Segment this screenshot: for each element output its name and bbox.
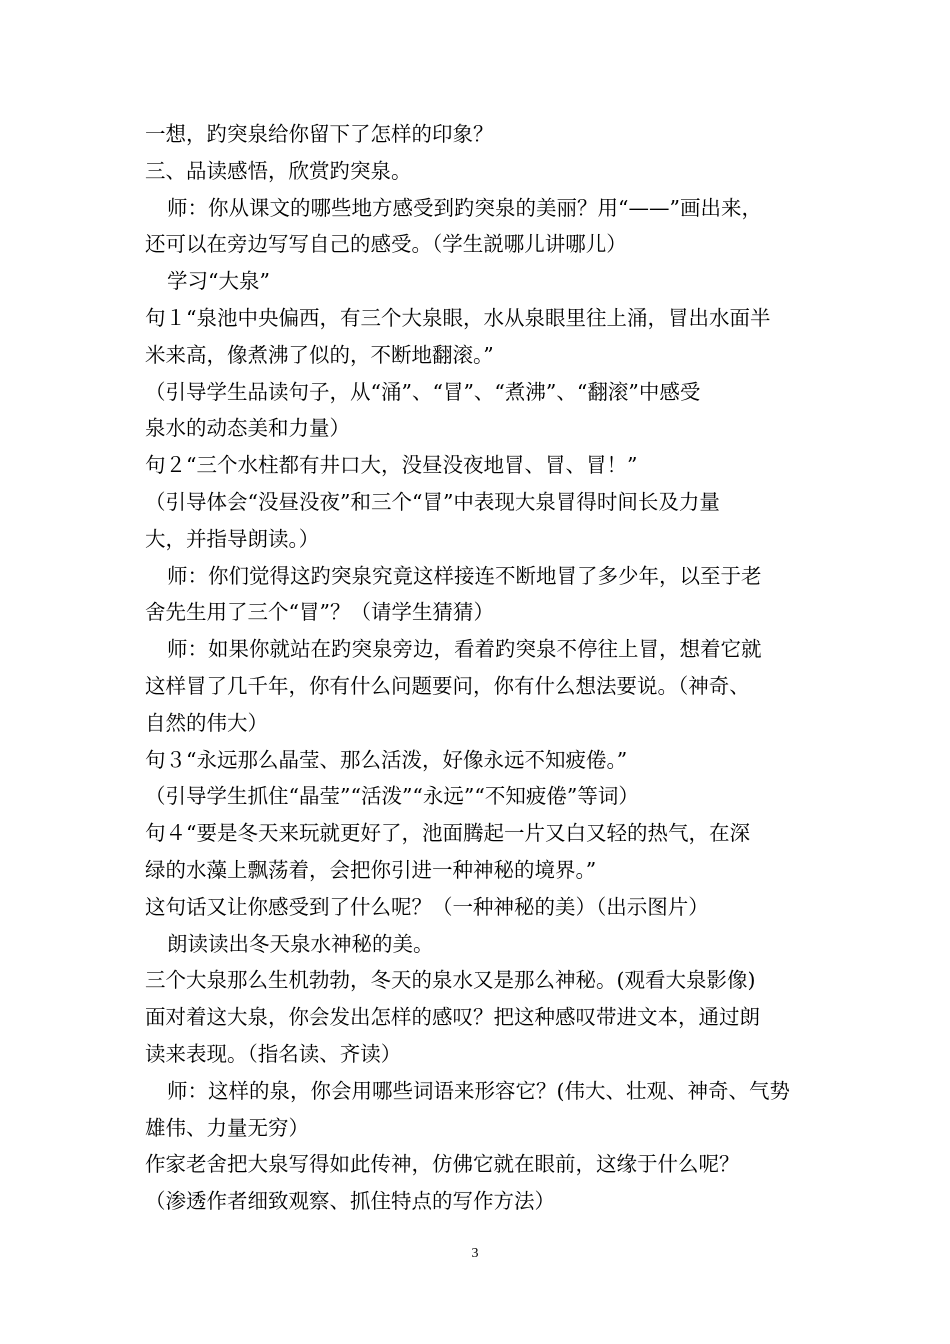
text-line: 面对着这大泉，你会发出怎样的感叹？把这种感叹带进文本，通过朗 xyxy=(145,1005,760,1030)
page-number: 3 xyxy=(471,1246,479,1261)
text-line: 还可以在旁边写写自己的感受。（学生説哪儿讲哪儿） xyxy=(145,232,627,257)
text-line: 舍先生用了三个“冒”？（请学生猜猜） xyxy=(145,600,494,625)
document-body xyxy=(145,116,815,1220)
text-line: 三个大泉那么生机勃勃，冬天的泉水又是那么神秘。(观看大泉影像) xyxy=(145,968,756,993)
text-line: 师：如果你就站在趵突泉旁边，看着趵突泉不停往上冒，想着它就 xyxy=(167,637,762,662)
text-line: 自然的伟大） xyxy=(145,710,268,735)
text-line: 米来高，像煮沸了似的，不断地翻滚。” xyxy=(145,342,494,367)
text-line: 师：你从课文的哪些地方感受到趵突泉的美丽？用“——”画出来， xyxy=(167,195,762,220)
text-line: 读来表现。（指名读、齐读） xyxy=(145,1041,402,1066)
text-line: 泉水的动态美和力量） xyxy=(145,416,350,441)
text-line: 句１“泉池中央偏西，有三个大泉眼，水从泉眼里往上涌，冒出水面半 xyxy=(145,305,771,330)
text-line: 师：你们觉得这趵突泉究竟这样接连不断地冒了多少年，以至于老 xyxy=(167,563,762,588)
text-line: 句３“永远那么晶莹、那么活泼，好像永远不知疲倦。” xyxy=(145,747,628,772)
text-line: （引导学生品读句子，从“涌”、“冒”、“煮沸”、“翻滚”中感受 xyxy=(145,379,701,404)
text-line: 句２“三个水柱都有井口大，没昼没夜地冒、冒、冒！” xyxy=(145,453,638,478)
text-line: 雄伟、力量无穷） xyxy=(145,1115,309,1140)
text-line: 句４“要是冬天来玩就更好了，池面腾起一片又白又轻的热气，在深 xyxy=(145,821,750,846)
text-line: 朗读读出冬天泉水神秘的美。 xyxy=(167,931,434,956)
text-line: 大，并指导朗读。） xyxy=(145,526,320,551)
text-line: 这样冒了几千年，你有什么问题要问，你有什么想法要说。（神奇、 xyxy=(145,673,750,698)
section-heading: 三、品读感悟，欣赏趵突泉。 xyxy=(145,158,412,183)
text-line: 师：这样的泉，你会用哪些词语来形容它？(伟大、壮观、神奇、气势 xyxy=(167,1078,790,1103)
text-line: （引导学生抓住“晶莹”“活泼”“永远”“不知疲倦”等词） xyxy=(145,784,639,809)
subheading: 学习“大泉” xyxy=(167,269,270,294)
text-line: 作家老舍把大泉写得如此传神，仿佛它就在眼前，这缘于什么呢？ xyxy=(145,1152,740,1177)
text-line: 绿的水藻上飘荡着，会把你引进一种神秘的境界。” xyxy=(145,857,597,882)
text-line: 这句话又让你感受到了什么呢？（一种神秘的美）（出示图片） xyxy=(145,894,709,919)
text-line: 一想，趵突泉给你留下了怎样的印象？ xyxy=(145,122,494,146)
text-line: （渗透作者细致观察、抓住特点的写作方法） xyxy=(145,1189,555,1214)
text-line: （引导体会“没昼没夜”和三个“冒”中表现大泉冒得时间长及力量 xyxy=(145,489,720,514)
